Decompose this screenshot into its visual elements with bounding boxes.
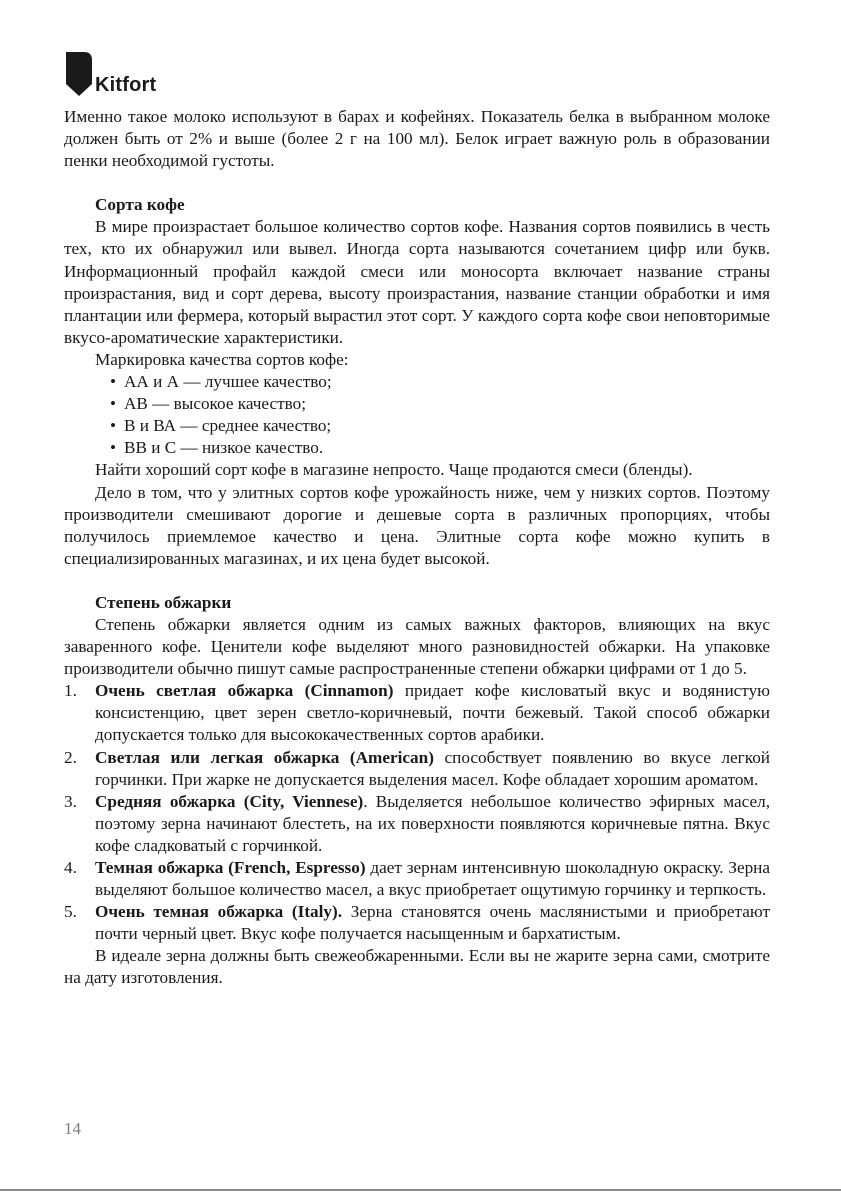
roast-level-title: Светлая или легкая обжарка (American) bbox=[95, 747, 434, 767]
roast-level-title: Темная обжарка (French, Espresso) bbox=[95, 858, 366, 877]
list-item: • АА и А — лучшее качество; bbox=[110, 371, 770, 393]
list-item bbox=[64, 680, 770, 746]
roast-level-title: Очень темная обжарка (Italy). bbox=[95, 902, 343, 922]
roast-level-title: Очень светлая обжарка (Cinnamon) bbox=[95, 681, 394, 701]
list-number: 5. bbox=[64, 902, 77, 922]
list-item bbox=[64, 857, 770, 901]
marking-intro: Маркировка качества сортов кофе: bbox=[95, 349, 349, 369]
roast-level-text: способствует появлению во вкусе легкой горчинки. При жарке не допускается выделения масел. Кофе обладает хорошим ароматом. bbox=[95, 747, 770, 789]
sorts-paragraph-3: Дело в том, что у элитных сортов кофе урожайность ниже, чем у низких сортов. Поэтому производители смешивают дорогие и дешевые сорта в различных пропорциях, чтобы получилось приемлемое качество и цена. Элитные сорта кофе можно купить в специализированных магазинах, и их цена будет высокой. bbox=[64, 482, 770, 568]
sorts-paragraph-2: Найти хороший сорт кофе в магазине непросто. Чаще продаются смеси (бленды). bbox=[95, 460, 693, 480]
list-number: 1. bbox=[64, 681, 77, 701]
roast-level-text: Зерна становятся очень маслянистыми и приобретают почти черный цвет. Вкус кофе получается насыщенным и бархатистым. bbox=[95, 902, 770, 944]
roast-level-title: Средняя обжарка (City, Viennese) bbox=[95, 791, 364, 811]
list-item: • АВ — высокое качество; bbox=[110, 393, 770, 415]
section-heading-roast: Степень обжарки bbox=[95, 592, 232, 612]
list-item bbox=[64, 791, 770, 857]
page-content bbox=[64, 106, 770, 990]
roast-level-text: придает кофе кисловатый вкус и водянистую консистенцию, цвет зерен светло-коричневый, почти бежевый. Такой способ обжарки допускается только для высококачественных сортов арабики. bbox=[95, 681, 770, 745]
spacer bbox=[64, 570, 770, 592]
section-heading-sorts: Сорта кофе bbox=[95, 195, 185, 215]
list-item: • В и ВА — среднее качество; bbox=[110, 415, 770, 437]
list-item bbox=[64, 901, 770, 945]
roast-intro: Степень обжарки является одним из самых важных факторов, влияющих на вкус заваренного кофе. Ценители кофе выделяют много разновидностей обжарки. На упаковке производители обычно пишут самые распространенные степени обжарки цифрами от 1 до 5. bbox=[64, 614, 770, 679]
list-number: 3. bbox=[64, 791, 77, 811]
roast-level-text: . Выделяется небольшое количество эфирных масел, поэтому зерна начинают блестеть, на их поверхности появляются коричневые пятна. Вкус кофе сладковатый с горчинкой. bbox=[95, 791, 770, 855]
page-bottom-border bbox=[0, 1189, 841, 1191]
roast-level-text: дает зернам интенсивную шоколадную окраску. Зерна выделяют большое количество масел, а вкус приобретает ощутимую горчинку и терпкость. bbox=[95, 858, 770, 900]
roast-levels-list bbox=[64, 680, 770, 945]
quality-marks-list bbox=[64, 371, 770, 459]
roast-outro: В идеале зерна должны быть свежеобжаренными. Если вы не жарите зерна сами, смотрите на дату изготовления. bbox=[64, 946, 770, 988]
intro-paragraph: Именно такое молоко используют в барах и кофейнях. Показатель белка в выбранном молоке должен быть от 2% и выше (более 2 г на 100 мл). Белок играет важную роль в образовании пенки необходимой густоты. bbox=[64, 107, 770, 171]
brand-logo bbox=[66, 52, 186, 104]
brand-name: Kitfort bbox=[95, 74, 157, 96]
page-number: 14 bbox=[64, 1119, 81, 1138]
kitfort-logo-icon bbox=[66, 52, 92, 96]
list-number: 4. bbox=[64, 858, 77, 877]
sorts-paragraph-1: В мире произрастает большое количество сортов кофе. Названия сортов появились в честь тех, кто их обнаружил или вывел. Иногда сорта называются сочетанием цифр или букв. Информационный профайл каждой смеси или моносорта включает название страны произрастания, вид и сорт дерева, высоту произрастания, название станции обработки и имя плантации или фермера, который вырастил этот сорт. У каждого сорта кофе свои неповторимые вкусо-ароматические характеристики. bbox=[64, 217, 770, 347]
spacer bbox=[64, 172, 770, 194]
list-item bbox=[64, 747, 770, 791]
list-item: • ВВ и С — низкое качество. bbox=[110, 437, 770, 459]
list-number: 2. bbox=[64, 747, 77, 767]
